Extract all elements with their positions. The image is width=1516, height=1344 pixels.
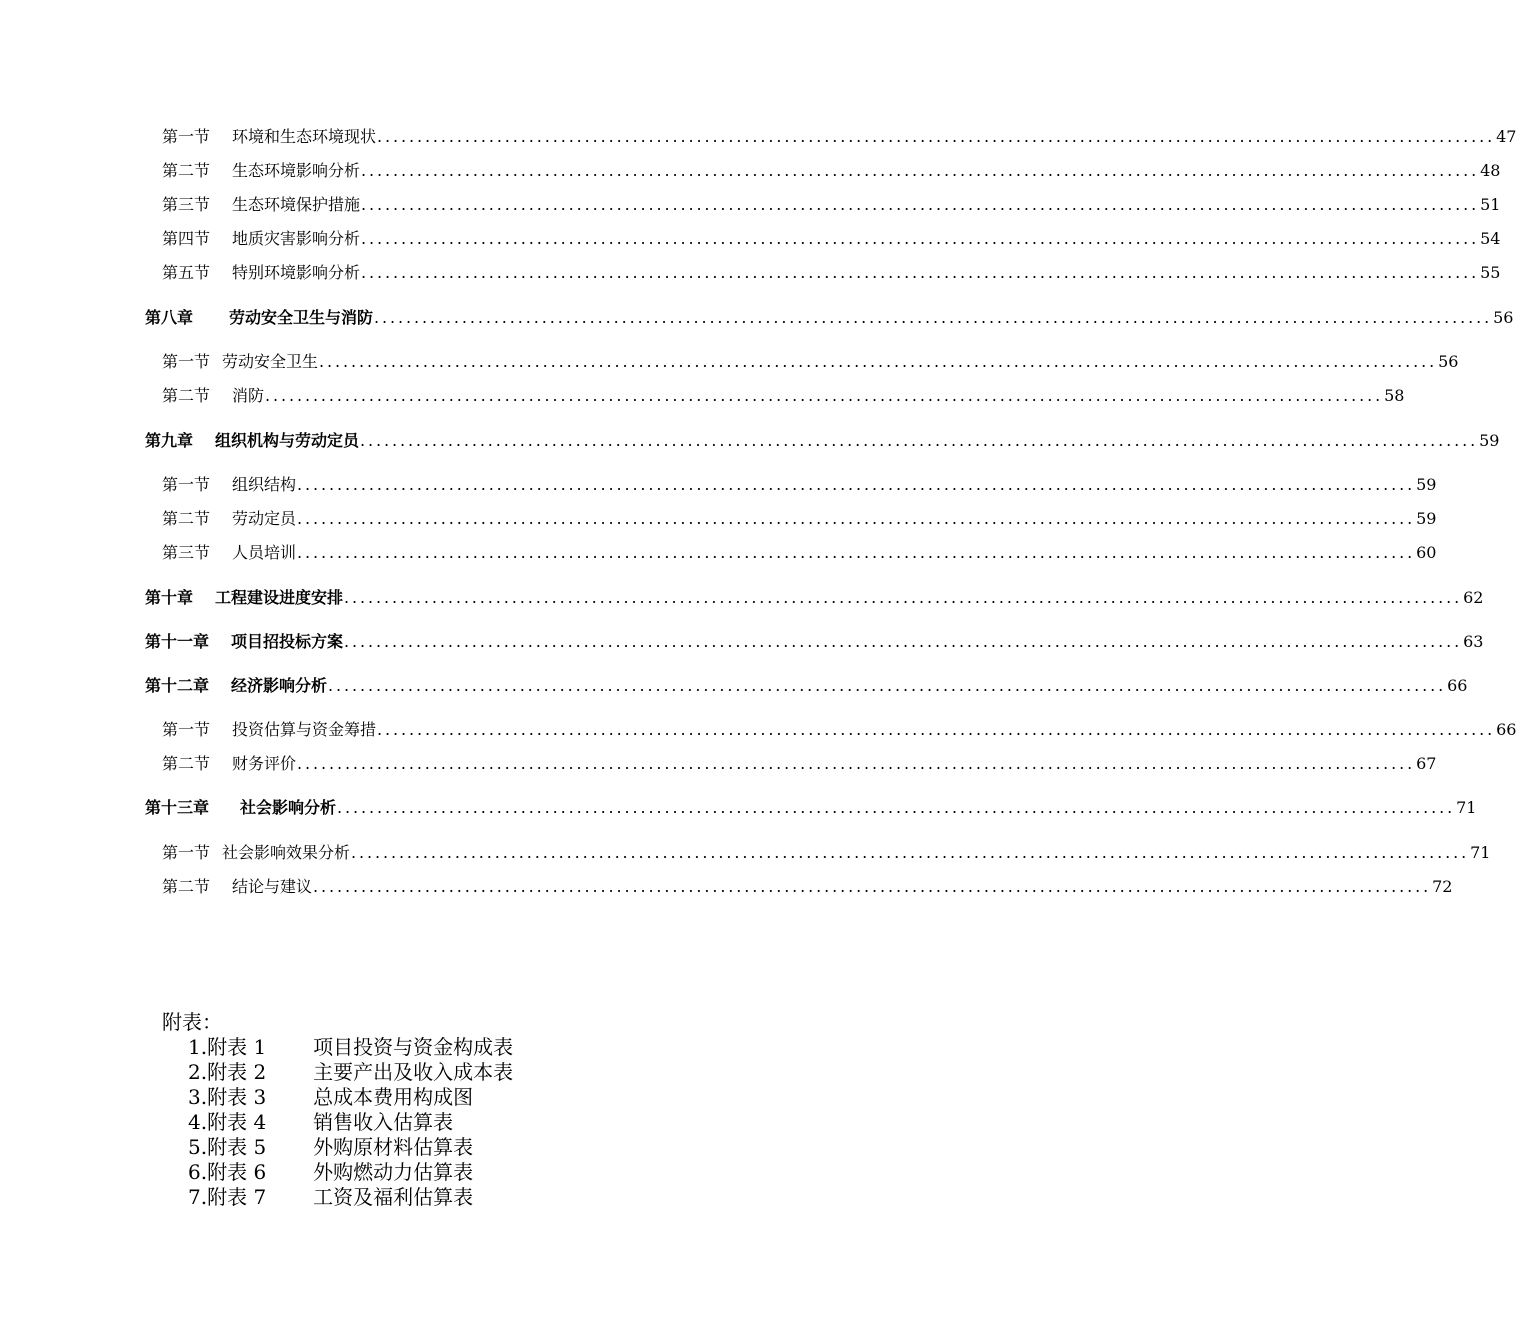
toc-chapter-number: 第九章	[145, 431, 194, 450]
toc-entry-number: 第一节	[162, 475, 211, 494]
toc-entry-page: 66	[1496, 720, 1516, 739]
toc-chapter-number: 第十章	[145, 588, 194, 607]
toc-leader-dots: ............................................................................................................................................	[337, 798, 1456, 817]
toc-chapter-title: 项目招投标方案	[231, 632, 344, 651]
appendix-item-name: 附表 2	[207, 1060, 267, 1084]
appendix-item-title: 总成本费用构成图	[313, 1085, 474, 1109]
appendix-item	[188, 1160, 473, 1185]
toc-entry-page: 59	[1416, 475, 1437, 494]
appendix-item-title: 工资及福利估算表	[313, 1185, 474, 1209]
toc-leader-dots: ............................................................................................................................................	[351, 843, 1470, 862]
toc-entry-page: 51	[1480, 195, 1501, 214]
toc-chapter-entry[interactable]	[145, 797, 1477, 819]
toc-entry-title: 生态环境保护措施	[232, 195, 361, 214]
toc-entry-page: 54	[1480, 229, 1501, 248]
appendix-label: 附表：	[162, 1010, 222, 1034]
toc-entry-page: 62	[1463, 588, 1484, 607]
toc-entry-page: 60	[1416, 543, 1437, 562]
toc-entry[interactable]	[162, 753, 1437, 775]
toc-leader-dots: ............................................................................................................................................	[297, 475, 1416, 494]
appendix-item	[188, 1185, 473, 1210]
toc-chapter-number: 第十三章	[145, 798, 210, 817]
toc-leader-dots: ............................................................................................................................................	[313, 877, 1432, 896]
toc-leader-dots: ............................................................................................................................................	[361, 195, 1480, 214]
appendix-item	[188, 1110, 453, 1135]
toc-entry-title: 投资估算与资金筹措	[232, 720, 377, 739]
toc-entry-number: 第二节	[162, 754, 211, 773]
toc-entry-number: 第三节	[162, 195, 211, 214]
toc-entry-page: 47	[1496, 127, 1516, 146]
appendix-list	[162, 1010, 514, 1209]
appendix-item	[188, 1060, 513, 1085]
toc-chapter-number: 第十二章	[145, 676, 210, 695]
toc-leader-dots: ............................................................................................................................................	[361, 161, 1480, 180]
toc-entry-title: 财务评价	[232, 754, 297, 773]
toc-entry-title: 生态环境影响分析	[232, 161, 361, 180]
toc-entry-page: 71	[1456, 798, 1477, 817]
toc-entry-page: 48	[1480, 161, 1501, 180]
toc-entry-page: 59	[1416, 509, 1437, 528]
toc-entry-number: 第二节	[162, 161, 211, 180]
toc-entry-page: 59	[1479, 431, 1500, 450]
toc-leader-dots: ............................................................................................................................................	[297, 754, 1416, 773]
toc-chapter-entry[interactable]	[145, 631, 1484, 653]
toc-entry-number: 第五节	[162, 263, 211, 282]
toc-chapter-title: 工程建设进度安排	[215, 588, 344, 607]
toc-entry-title: 消防	[232, 386, 265, 405]
toc-entry-page: 55	[1480, 263, 1501, 282]
appendix-item-index: 1.	[188, 1035, 208, 1059]
toc-chapter-number: 第八章	[145, 308, 194, 327]
toc-leader-dots: ............................................................................................................................................	[344, 632, 1463, 651]
toc-entry-title: 社会影响效果分析	[222, 843, 351, 862]
toc-entry-title: 地质灾害影响分析	[232, 229, 361, 248]
toc-chapter-entry[interactable]	[145, 430, 1500, 452]
toc-entry[interactable]	[162, 351, 1459, 373]
toc-entry[interactable]	[162, 876, 1453, 898]
toc-entry-page: 71	[1470, 843, 1491, 862]
toc-entry[interactable]	[162, 160, 1501, 182]
toc-chapter-title: 劳动安全卫生与消防	[229, 308, 374, 327]
toc-chapter-number: 第十一章	[145, 632, 210, 651]
toc-chapter-entry[interactable]	[145, 307, 1514, 329]
toc-chapter-title: 经济影响分析	[231, 676, 328, 695]
toc-chapter-title: 组织机构与劳动定员	[215, 431, 360, 450]
toc-entry-title: 组织结构	[232, 475, 297, 494]
toc-entry[interactable]	[162, 719, 1516, 741]
appendix-item-index: 5.	[188, 1135, 208, 1159]
appendix-item-title: 外购燃动力估算表	[313, 1160, 474, 1184]
toc-entry-page: 63	[1463, 632, 1484, 651]
toc-entry[interactable]	[162, 228, 1501, 250]
toc-leader-dots: ............................................................................................................................................	[374, 308, 1493, 327]
toc-entry-page: 58	[1384, 386, 1405, 405]
appendix-item-name: 附表 1	[207, 1035, 267, 1059]
toc-entry[interactable]	[162, 262, 1501, 284]
appendix-item-index: 6.	[188, 1160, 208, 1184]
toc-entry-title: 劳动安全卫生	[222, 352, 319, 371]
toc-entry[interactable]	[162, 474, 1437, 496]
toc-entry-number: 第一节	[162, 720, 211, 739]
toc-entry[interactable]	[162, 126, 1516, 148]
toc-entry-page: 56	[1493, 308, 1514, 327]
appendix-item-name: 附表 3	[207, 1085, 267, 1109]
toc-chapter-entry[interactable]	[145, 587, 1484, 609]
appendix-item-title: 主要产出及收入成本表	[313, 1060, 514, 1084]
appendix-item-index: 3.	[188, 1085, 208, 1109]
toc-entry-title: 环境和生态环境现状	[232, 127, 377, 146]
toc-entry-number: 第一节	[162, 843, 211, 862]
toc-leader-dots: ............................................................................................................................................	[344, 588, 1463, 607]
toc-leader-dots: ............................................................................................................................................	[319, 352, 1438, 371]
toc-entry[interactable]	[162, 842, 1491, 864]
toc-entry-page: 72	[1432, 877, 1453, 896]
appendix-item-title: 外购原材料估算表	[313, 1135, 474, 1159]
appendix-item	[188, 1035, 513, 1060]
toc-entry-number: 第一节	[162, 352, 211, 371]
toc-entry-number: 第二节	[162, 386, 211, 405]
toc-entry-page: 66	[1447, 676, 1468, 695]
appendix-item-index: 7.	[188, 1185, 208, 1209]
appendix-item-name: 附表 5	[207, 1135, 267, 1159]
toc-leader-dots: ............................................................................................................................................	[297, 543, 1416, 562]
toc-entry-title: 特别环境影响分析	[232, 263, 361, 282]
toc-leader-dots: ............................................................................................................................................	[361, 263, 1480, 282]
toc-entry-number: 第四节	[162, 229, 211, 248]
appendix-item-title: 销售收入估算表	[313, 1110, 454, 1134]
appendix-item	[188, 1135, 473, 1160]
toc-leader-dots: ............................................................................................................................................	[361, 229, 1480, 248]
appendix-item	[188, 1085, 473, 1110]
toc-entry-title: 结论与建议	[232, 877, 313, 896]
toc-leader-dots: ............................................................................................................................................	[297, 509, 1416, 528]
toc-entry-number: 第一节	[162, 127, 211, 146]
appendix-item-name: 附表 4	[207, 1110, 267, 1134]
toc-entry[interactable]	[162, 385, 1405, 407]
toc-entry[interactable]	[162, 194, 1501, 216]
toc-entry-number: 第三节	[162, 543, 211, 562]
appendix-item-title: 项目投资与资金构成表	[313, 1035, 514, 1059]
toc-entry[interactable]	[162, 542, 1437, 564]
toc-leader-dots: ............................................................................................................................................	[377, 127, 1496, 146]
toc-leader-dots: ............................................................................................................................................	[377, 720, 1496, 739]
toc-entry[interactable]	[162, 508, 1437, 530]
toc-entry-page: 67	[1416, 754, 1437, 773]
toc-leader-dots: ............................................................................................................................................	[328, 676, 1447, 695]
toc-chapter-entry[interactable]	[145, 675, 1468, 697]
toc-entry-number: 第二节	[162, 877, 211, 896]
appendix-item-name: 附表 6	[207, 1160, 267, 1184]
toc-leader-dots: ............................................................................................................................................	[265, 386, 1384, 405]
toc-chapter-title: 社会影响分析	[240, 798, 337, 817]
appendix-item-index: 2.	[188, 1060, 208, 1084]
toc-entry-number: 第二节	[162, 509, 211, 528]
appendix-item-index: 4.	[188, 1110, 208, 1134]
toc-leader-dots: ............................................................................................................................................	[360, 431, 1479, 450]
toc-entry-title: 劳动定员	[232, 509, 297, 528]
appendix-item-name: 附表 7	[207, 1185, 267, 1209]
toc-entry-title: 人员培训	[232, 543, 297, 562]
toc-entry-page: 56	[1438, 352, 1459, 371]
